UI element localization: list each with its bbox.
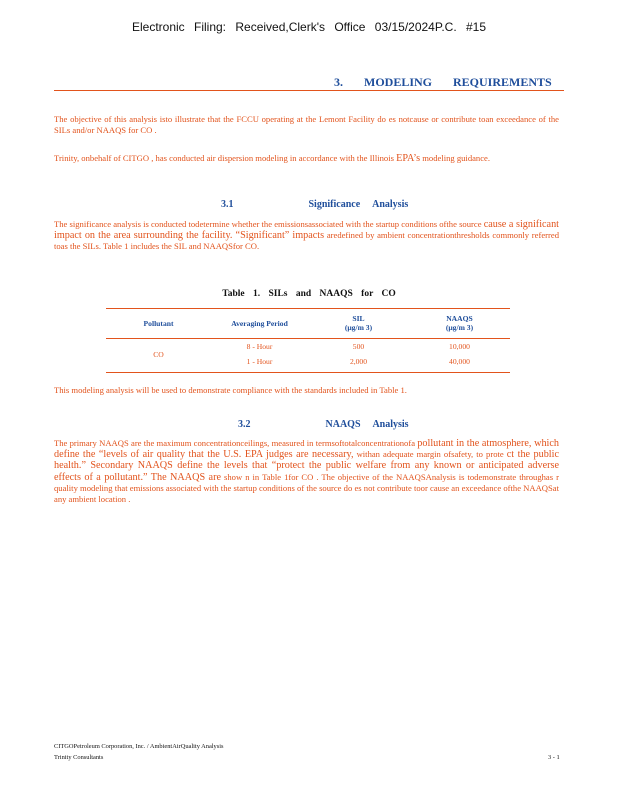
significance-text-a: The significance analysis is conducted todetermine whether the emissionsassociated with the startup conditions ofthe source [54, 219, 484, 229]
naaqs-label: NAAQS [446, 314, 473, 323]
table-caption: Table 1. SILs and NAAQS for CO [222, 289, 396, 299]
filing-stamp: Electronic Filing: Received,Clerk's Office 03/15/2024P.C. #15 [131, 20, 487, 34]
col-naaqs [409, 308, 510, 339]
cell-sil: 2,000 [349, 357, 368, 366]
significance-paragraph [54, 219, 559, 253]
sil-label: SIL [352, 314, 365, 323]
subsection-title: NAAQS Analysis [325, 419, 409, 430]
col-averaging-period: Averaging Period [231, 318, 288, 328]
after-table-paragraph: This modeling analysis will be used to demonstrate compliance with the standards included in Table 1. [54, 385, 407, 395]
subsection-heading-significance [221, 199, 408, 210]
trinity-epa: EPA’s [396, 153, 421, 164]
cell-naaqs: 10,000 [449, 342, 470, 351]
footer-company: CITGOPetroleum Corporation, Inc. / AmbientAirQuality Analysis [54, 743, 224, 750]
table-bottom-rule [106, 372, 510, 373]
significance-text-b: aredefined by ambient concentrationthresholds commonly referred toas the SILs. Table 1 includes the SIL and NAAQSfor CO. [54, 230, 559, 252]
objective-paragraph: The objective of this analysis isto illustrate that the FCCU operating at the Lemont Facility do es notcause or contribute toan exceedance of the SILs and/or NAAQS for CO . [54, 114, 559, 136]
subsection-number: 3.2 [238, 419, 251, 430]
cell-sil: 500 [352, 342, 365, 351]
section-title: 3. MODELING REQUIREMENTS [334, 75, 552, 89]
col-sil [308, 308, 409, 339]
subsection-number: 3.1 [221, 199, 234, 210]
naaqs-paragraph [54, 438, 559, 505]
col-pollutant: Pollutant [143, 318, 174, 328]
section-divider [54, 90, 564, 91]
naaqs-text-big-2: ct the public health.” Secondary NAAQS define the levels that “protect the public welfare from any known or anticipated adverse effects of a pollutant.” The NAAQS are [54, 449, 559, 483]
page-number: 3 - 1 [548, 754, 560, 761]
subsection-title: Significance Analysis [308, 199, 409, 210]
footer-consultant: Trinity Consultants [54, 754, 104, 761]
naaqs-text-big-1: pollutant in the atmosphere, which define the “levels of air quality that the U.S. EPA judges are necessary, [54, 438, 559, 461]
sil-unit: (μg/m 3) [344, 323, 373, 332]
cell-period: 1 - Hour [246, 357, 273, 366]
sils-naaqs-table [106, 308, 510, 369]
cell-naaqs: 40,000 [449, 357, 470, 366]
naaqs-text-b: withan adequate margin ofsafety, to prote [353, 449, 507, 460]
subsection-heading-naaqs [238, 419, 409, 430]
trinity-text-b: modeling guidance. [420, 153, 491, 163]
table-header-row [106, 308, 510, 339]
naaqs-text-c: show n in Table 1for CO . The objective of the NAAQSAnalysis is todemonstrate throughas r quality modeling that emissions associated with the startup conditions of the source do es not contribute toor cause an exceedance ofthe NAAQSat any ambient location . [54, 471, 559, 505]
naaqs-text-a: The primary NAAQS are the maximum concentrationceilings, measured in termsoftotalconcentrationofa [54, 438, 418, 448]
trinity-paragraph [54, 153, 559, 164]
naaqs-unit: (μg/m 3) [445, 323, 474, 332]
cell-period: 8 - Hour [246, 342, 273, 351]
table-row [106, 339, 510, 355]
cell-pollutant: CO [153, 349, 164, 359]
significance-text-big: cause a significant impact on the area surrounding the facility. “Significant” impacts [54, 219, 559, 242]
trinity-text-a: Trinity, onbehalf of CITGO , has conducted air dispersion modeling in accordance with the Illinois [54, 153, 397, 163]
